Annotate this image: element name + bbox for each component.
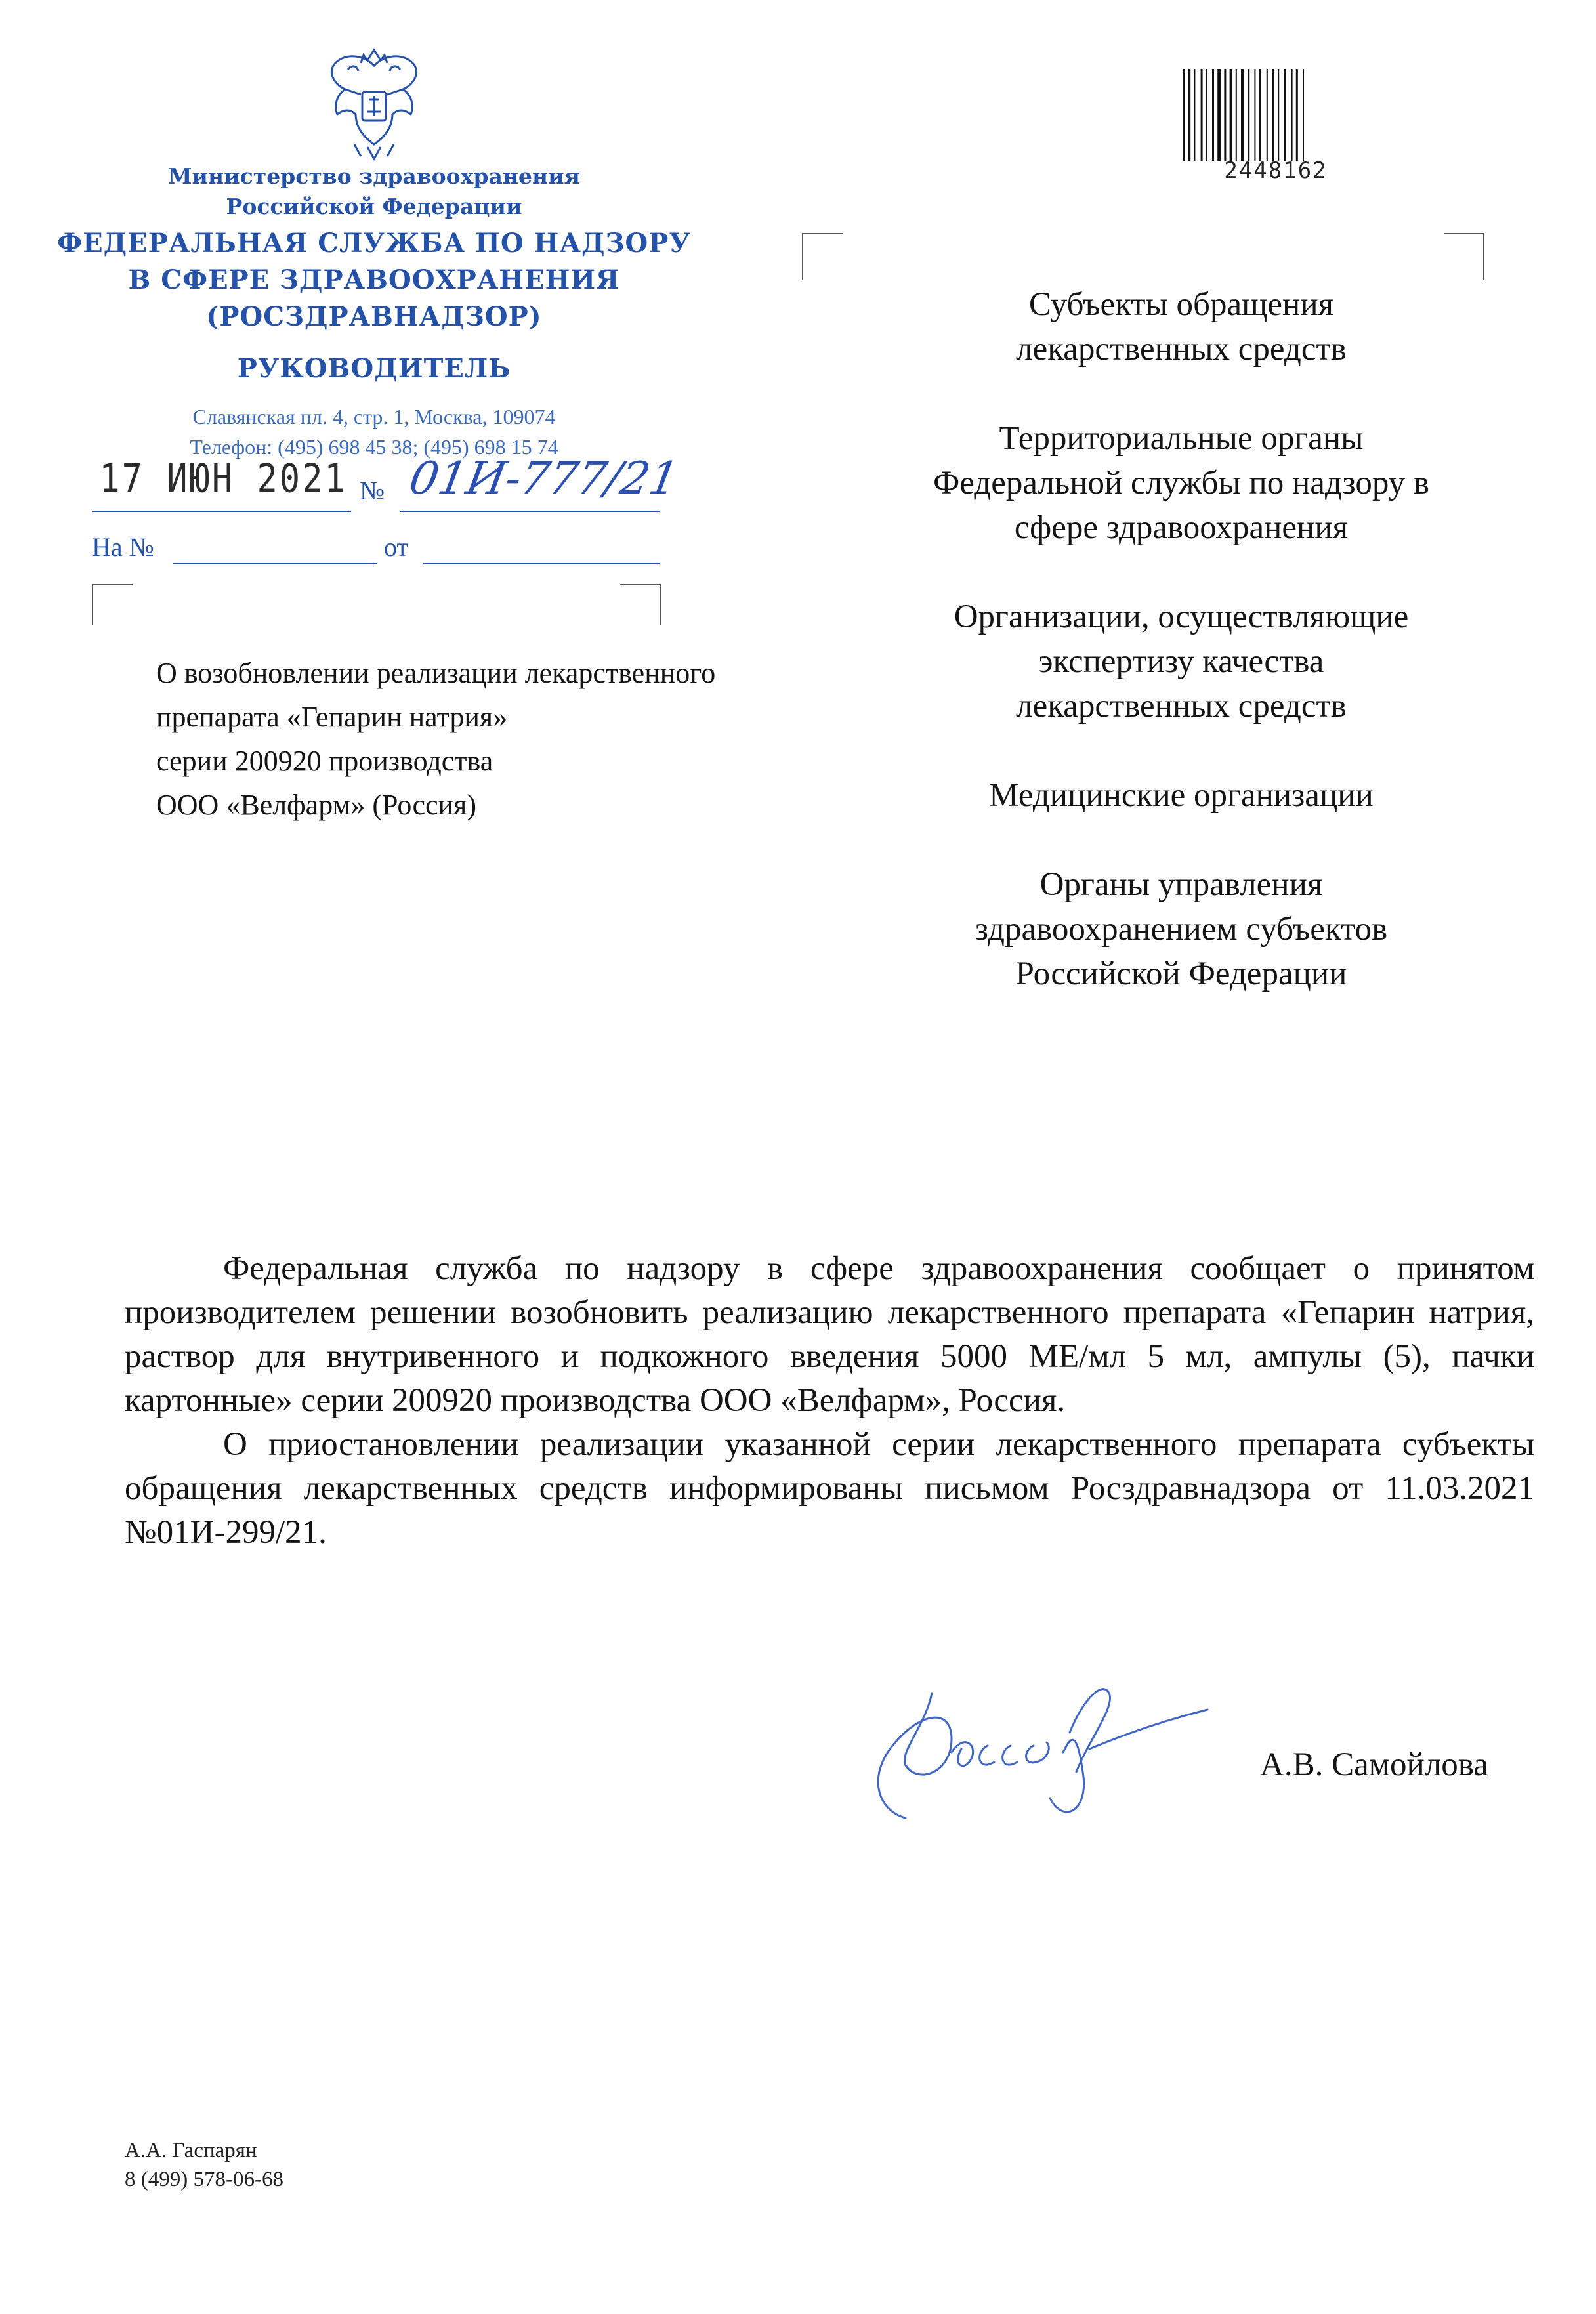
barcode-bar [1236,69,1237,161]
barcode-bar [1278,69,1279,161]
recipient-item [853,773,1509,818]
reference-from-label: от [384,532,408,562]
number-label: № [360,476,385,505]
ministry-line-1: Министерство здравоохранения [168,163,580,189]
service-line-3: (РОСЗДРАВНАДЗОР) [206,301,542,332]
barcode-bar [1217,69,1221,161]
ministry-line-2: Российской Федерации [226,194,522,219]
service-line-2: В СФЕРЕ ЗДРАВООХРАНЕНИЯ [128,264,620,295]
head-title: РУКОВОДИТЕЛЬ [237,353,511,384]
barcode-bar [1248,69,1250,161]
number-underline [400,511,660,512]
recipients-list [853,282,1509,1041]
recipient-line: лекарственных средств [1016,331,1347,368]
subject-corner-left [92,584,133,625]
date-underline [92,511,351,512]
body-paragraph-1: Федеральная служба по надзору в сфере здравоохранения сообщает о принятом производителем решении возобновить реализацию лекарственного препарата «Гепарин натрия, раствор для внутривенного и подкожного введения 5000 МЕ/мл 5 мл, ампулы (5), пачки картонные» серии 200920 производства ООО «Велфарм», Россия. [125,1250,1534,1419]
recipients-corner-right [1444,233,1484,280]
date-stamp: 17 ИЮН 2021 [99,456,347,502]
barcode-bar [1284,69,1286,161]
subject-corner-right [620,584,661,625]
executor-name: А.А. Гаспарян [125,2139,257,2162]
subject-line: ООО «Велфарм» (Россия) [156,789,476,821]
barcode-bar [1212,69,1214,161]
barcode [1180,69,1372,161]
handwritten-number: 01И-777/21 [406,453,683,505]
address: Славянская пл. 4, стр. 1, Москва, 109074 [192,405,556,429]
recipient-item [853,862,1509,996]
recipient-line: здравоохранением субъектов [975,911,1388,948]
signer-name: А.В. Самойлова [1260,1746,1488,1783]
barcode-bar [1267,69,1268,161]
barcode-bar [1272,69,1274,161]
subject-line: препарата «Гепарин натрия» [156,701,508,733]
executor-block [125,2136,284,2194]
barcode-bar [1259,69,1261,161]
recipient-line: экспертизу качества [1038,643,1324,680]
state-emblem-icon [322,46,427,161]
barcode-bar [1303,69,1304,161]
executor-phone: 8 (499) 578-06-68 [125,2168,284,2191]
barcode-bar [1292,69,1293,161]
phone: Телефон: (495) 698 45 38; (495) 698 15 74 [190,435,558,459]
ministry-name [92,161,656,222]
service-line-1: ФЕДЕРАЛЬНАЯ СЛУЖБА ПО НАДЗОРУ [57,228,691,259]
reference-number-line [173,563,377,564]
barcode-bar [1206,69,1208,161]
recipient-line: Органы управления [1040,866,1323,903]
barcode-bar [1183,69,1185,161]
recipient-line: Территориальные органы [999,420,1364,457]
letter-subject [156,651,839,827]
body-paragraph-2: О приостановлении реализации указанной серии лекарственного препарата субъекты обращения лекарственных средств информированы письмом Росздравнадзора от 11.03.2021 №01И-299/21. [125,1426,1534,1551]
barcode-bar [1188,69,1190,161]
barcode-bar [1254,69,1255,161]
service-name [52,225,696,335]
barcode-bar [1201,69,1203,161]
letter-body [125,1247,1534,1555]
barcode-bar [1296,69,1298,161]
reference-label: На № [92,532,154,562]
recipient-line: Российской Федерации [1015,956,1347,992]
barcode-bar [1224,69,1226,161]
recipient-line: Субъекты обращения [1028,286,1334,323]
recipient-line: сфере здравоохранения [1014,509,1349,546]
handwritten-signature [853,1654,1260,1838]
recipient-item [853,416,1509,550]
recipient-line: Медицинские организации [989,777,1374,814]
barcode-bar [1230,69,1232,161]
recipient-line: Федеральной службы по надзору в [933,465,1429,501]
subject-line: серии 200920 производства [156,745,494,777]
recipients-corner-left [802,233,843,280]
barcode-bar [1194,69,1195,161]
barcode-bar [1241,69,1244,161]
subject-line: О возобновлении реализации лекарственного [156,657,716,689]
recipient-line: Организации, осуществляющие [954,599,1409,635]
recipient-item [853,595,1509,728]
barcode-number: 2448162 [1224,158,1328,184]
recipient-line: лекарственных средств [1016,688,1347,725]
recipient-item [853,282,1509,371]
reference-date-line [423,563,660,564]
